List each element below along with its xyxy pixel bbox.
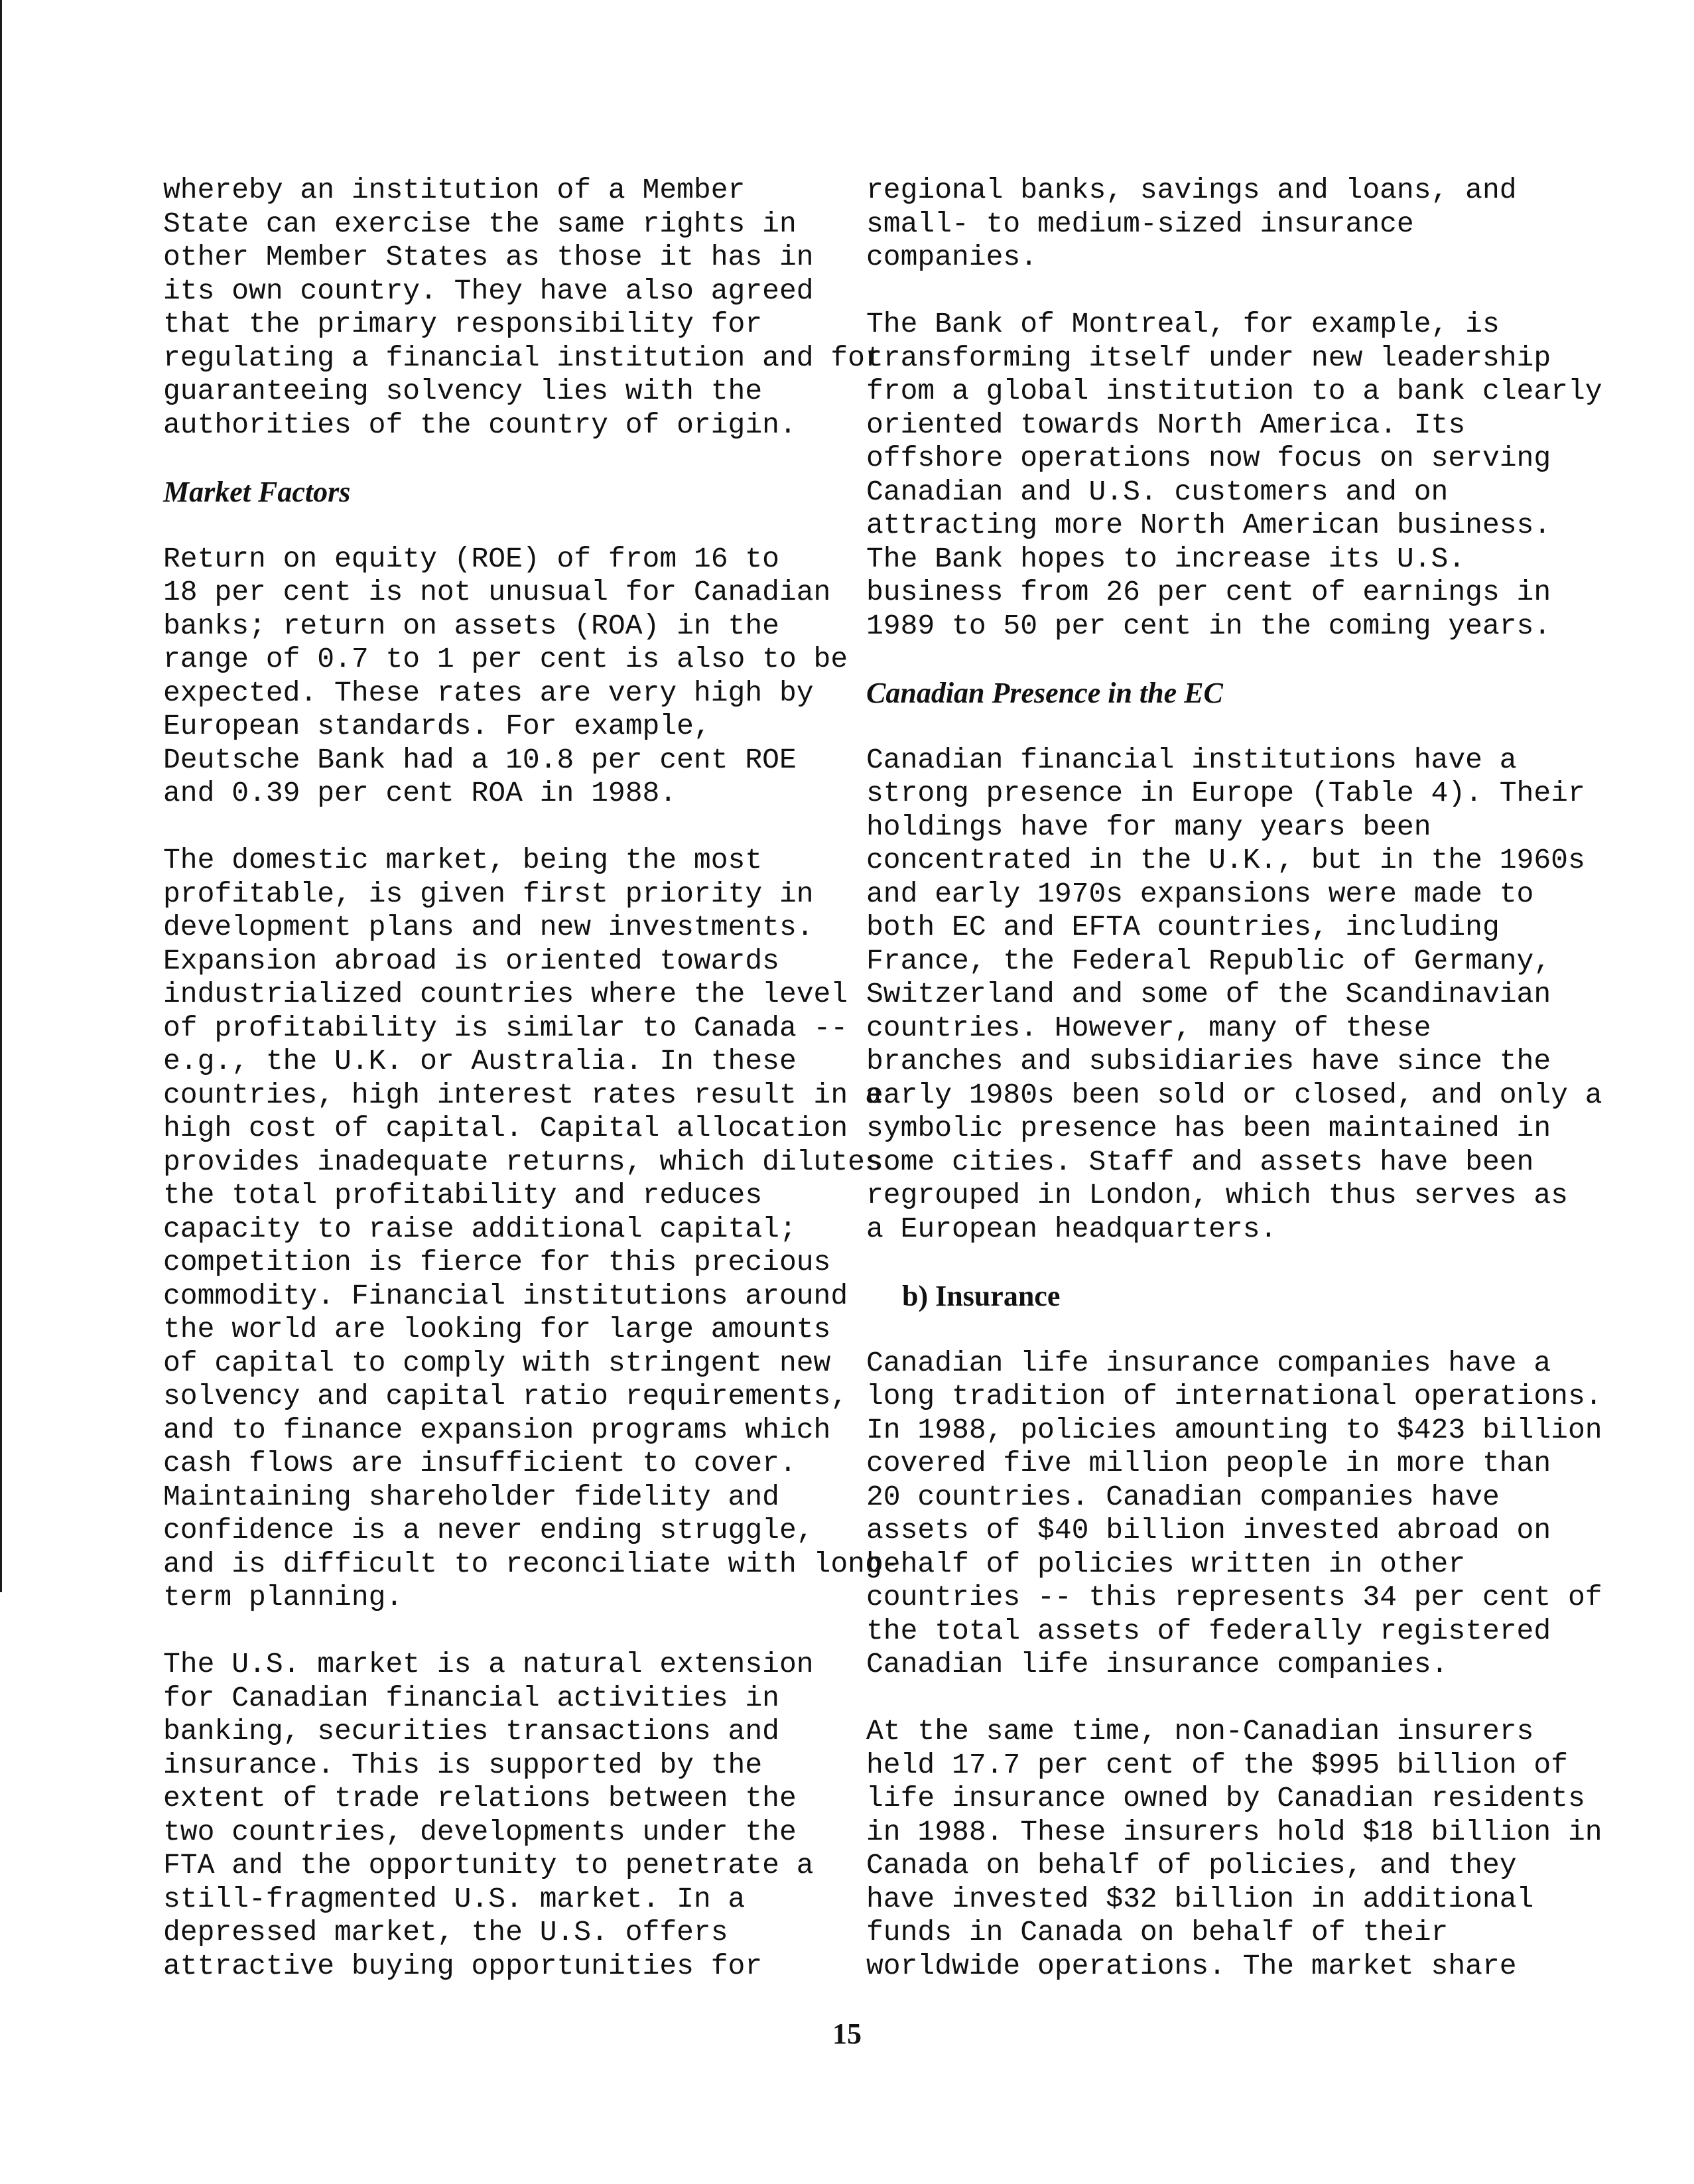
text-line: and to finance expansion programs which bbox=[163, 1413, 831, 1446]
text-line: The Bank of Montreal, for example, is bbox=[866, 308, 1500, 340]
text-line: business from 26 per cent of earnings in bbox=[866, 576, 1551, 608]
text-line: two countries, developments under the bbox=[163, 1815, 797, 1848]
text-line: The Bank hopes to increase its U.S. bbox=[866, 542, 1466, 575]
section-heading: Market Factors bbox=[163, 475, 351, 508]
text-line: regulating a financial institution and for bbox=[163, 341, 882, 374]
text-line: provides inadequate returns, which dilutes bbox=[163, 1145, 882, 1178]
text-line: range of 0.7 to 1 per cent is also to be bbox=[163, 643, 848, 675]
text-line: that the primary responsibility for bbox=[163, 308, 763, 340]
text-line: strong presence in Europe (Table 4). Their bbox=[866, 777, 1585, 809]
paragraph-gap bbox=[866, 710, 1596, 744]
text-line: At the same time, non-Canadian insurers bbox=[866, 1715, 1534, 1747]
text-line: 20 countries. Canadian companies have bbox=[866, 1480, 1500, 1513]
text-line: cash flows are insufficient to cover. bbox=[163, 1447, 797, 1479]
text-line: branches and subsidiaries have since the bbox=[866, 1045, 1551, 1077]
paragraph-gap bbox=[163, 442, 826, 476]
paragraph-gap bbox=[866, 1682, 1596, 1716]
text-line: small- to medium-sized insurance bbox=[866, 207, 1414, 240]
text-line: behalf of policies written in other bbox=[866, 1547, 1466, 1580]
text-line: funds in Canada on behalf of their bbox=[866, 1916, 1449, 1948]
text-line: Canadian and U.S. customers and on bbox=[866, 475, 1449, 508]
text-line: countries, high interest rates result in a bbox=[163, 1078, 882, 1111]
paragraph-gap bbox=[866, 1313, 1596, 1347]
text-line: insurance. This is supported by the bbox=[163, 1748, 763, 1781]
text-line: Switzerland and some of the Scandinavian bbox=[866, 978, 1551, 1010]
scan-edge-shadow bbox=[0, 0, 2, 1592]
text-line: The domestic market, being the most bbox=[163, 844, 763, 876]
text-line: a European headquarters. bbox=[866, 1212, 1277, 1245]
paragraph-gap bbox=[163, 811, 826, 845]
text-line: and is difficult to reconciliate with long- bbox=[163, 1547, 899, 1580]
text-line: long tradition of international operations. bbox=[866, 1380, 1602, 1412]
text-line: 18 per cent is not unusual for Canadian bbox=[163, 576, 831, 608]
text-line: from a global institution to a bank clearly bbox=[866, 375, 1602, 407]
text-line: In 1988, policies amounting to $423 billion bbox=[866, 1413, 1602, 1446]
paragraph-gap bbox=[866, 275, 1596, 308]
text-line: concentrated in the U.K., but in the 1960s bbox=[866, 844, 1585, 876]
text-line: banking, securities transactions and bbox=[163, 1715, 779, 1747]
text-line: life insurance owned by Canadian residents bbox=[866, 1782, 1585, 1814]
text-line: competition is fierce for this precious bbox=[163, 1246, 831, 1278]
text-line: countries -- this represents 34 per cent of bbox=[866, 1581, 1602, 1613]
text-line: Canadian financial institutions have a bbox=[866, 743, 1517, 776]
paragraph-gap bbox=[163, 509, 826, 543]
subsection-heading: b) Insurance bbox=[902, 1279, 1061, 1312]
text-line: authorities of the country of origin. bbox=[163, 408, 797, 441]
text-line: countries. However, many of these bbox=[866, 1011, 1431, 1044]
text-line: Deutsche Bank had a 10.8 per cent ROE bbox=[163, 743, 797, 776]
text-line: profitable, is given first priority in bbox=[163, 877, 814, 910]
text-line: Canadian life insurance companies have a bbox=[866, 1346, 1551, 1379]
paragraph-gap bbox=[163, 1615, 826, 1649]
text-line: industrialized countries where the level bbox=[163, 978, 848, 1010]
text-line: in 1988. These insurers hold $18 billion in bbox=[866, 1815, 1602, 1848]
text-line: the total profitability and reduces bbox=[163, 1179, 763, 1211]
text-line: Canada on behalf of policies, and they bbox=[866, 1849, 1517, 1881]
text-line: France, the Federal Republic of Germany, bbox=[866, 944, 1551, 977]
text-line: whereby an institution of a Member bbox=[163, 174, 746, 206]
text-line: some cities. Staff and assets have been bbox=[866, 1145, 1534, 1178]
text-line: The U.S. market is a natural extension bbox=[163, 1648, 814, 1680]
text-line: regrouped in London, which thus serves as bbox=[866, 1179, 1568, 1211]
text-line: have invested $32 billion in additional bbox=[866, 1882, 1534, 1915]
text-line: FTA and the opportunity to penetrate a bbox=[163, 1849, 814, 1881]
text-line: Canadian life insurance companies. bbox=[866, 1648, 1449, 1680]
section-heading: Canadian Presence in the EC bbox=[866, 676, 1223, 709]
page-number: 15 bbox=[832, 2017, 862, 2050]
text-line: European standards. For example, bbox=[163, 710, 711, 742]
text-line: development plans and new investments. bbox=[163, 911, 814, 943]
text-line: of capital to comply with stringent new bbox=[163, 1346, 831, 1379]
text-line: held 17.7 per cent of the $995 billion of bbox=[866, 1748, 1568, 1781]
text-line: Return on equity (ROE) of from 16 to bbox=[163, 542, 779, 575]
text-line: other Member States as those it has in bbox=[163, 241, 814, 273]
text-line: offshore operations now focus on serving bbox=[866, 442, 1551, 474]
paragraph-gap bbox=[866, 643, 1596, 677]
paragraph-gap bbox=[866, 1246, 1596, 1280]
text-line: Maintaining shareholder fidelity and bbox=[163, 1480, 779, 1513]
text-line: of profitability is similar to Canada -- bbox=[163, 1011, 848, 1044]
text-line: term planning. bbox=[163, 1581, 403, 1613]
text-line: attractive buying opportunities for bbox=[163, 1949, 763, 1982]
text-line: the total assets of federally registered bbox=[866, 1614, 1551, 1647]
text-line: the world are looking for large amounts bbox=[163, 1313, 831, 1345]
text-line: State can exercise the same rights in bbox=[163, 207, 797, 240]
text-line: solvency and capital ratio requirements, bbox=[163, 1380, 848, 1412]
text-line: worldwide operations. The market share bbox=[866, 1949, 1517, 1982]
text-line: Expansion abroad is oriented towards bbox=[163, 944, 779, 977]
text-line: covered five million people in more than bbox=[866, 1447, 1551, 1479]
text-line: symbolic presence has been maintained in bbox=[866, 1112, 1551, 1144]
text-line: and 0.39 per cent ROA in 1988. bbox=[163, 777, 677, 809]
text-line: both EC and EFTA countries, including bbox=[866, 911, 1500, 943]
text-line: holdings have for many years been bbox=[866, 810, 1431, 843]
text-line: guaranteeing solvency lies with the bbox=[163, 375, 763, 407]
left-text-column bbox=[163, 174, 899, 1983]
text-line: early 1980s been sold or closed, and only a bbox=[866, 1078, 1602, 1111]
text-line: and early 1970s expansions were made to bbox=[866, 877, 1534, 910]
text-line: confidence is a never ending struggle, bbox=[163, 1514, 814, 1546]
text-line: depressed market, the U.S. offers bbox=[163, 1916, 728, 1948]
text-line: companies. bbox=[866, 241, 1038, 273]
text-line: oriented towards North America. Its bbox=[866, 408, 1466, 441]
text-line: for Canadian financial activities in bbox=[163, 1681, 779, 1714]
text-line: capacity to raise additional capital; bbox=[163, 1212, 797, 1245]
text-line: high cost of capital. Capital allocation bbox=[163, 1112, 848, 1144]
text-line: commodity. Financial institutions around bbox=[163, 1279, 848, 1312]
text-line: assets of $40 billion invested abroad on bbox=[866, 1514, 1551, 1546]
text-line: extent of trade relations between the bbox=[163, 1782, 797, 1814]
text-line: banks; return on assets (ROA) in the bbox=[163, 609, 779, 642]
text-line: e.g., the U.K. or Australia. In these bbox=[163, 1045, 797, 1077]
text-line: still-fragmented U.S. market. In a bbox=[163, 1882, 746, 1915]
text-line: 1989 to 50 per cent in the coming years. bbox=[866, 609, 1551, 642]
text-line: expected. These rates are very high by bbox=[163, 676, 814, 709]
text-line: transforming itself under new leadership bbox=[866, 341, 1551, 374]
text-line: regional banks, savings and loans, and bbox=[866, 174, 1517, 206]
right-text-column bbox=[866, 174, 1602, 1983]
text-line: its own country. They have also agreed bbox=[163, 274, 814, 307]
text-line: attracting more North American business. bbox=[866, 509, 1551, 541]
